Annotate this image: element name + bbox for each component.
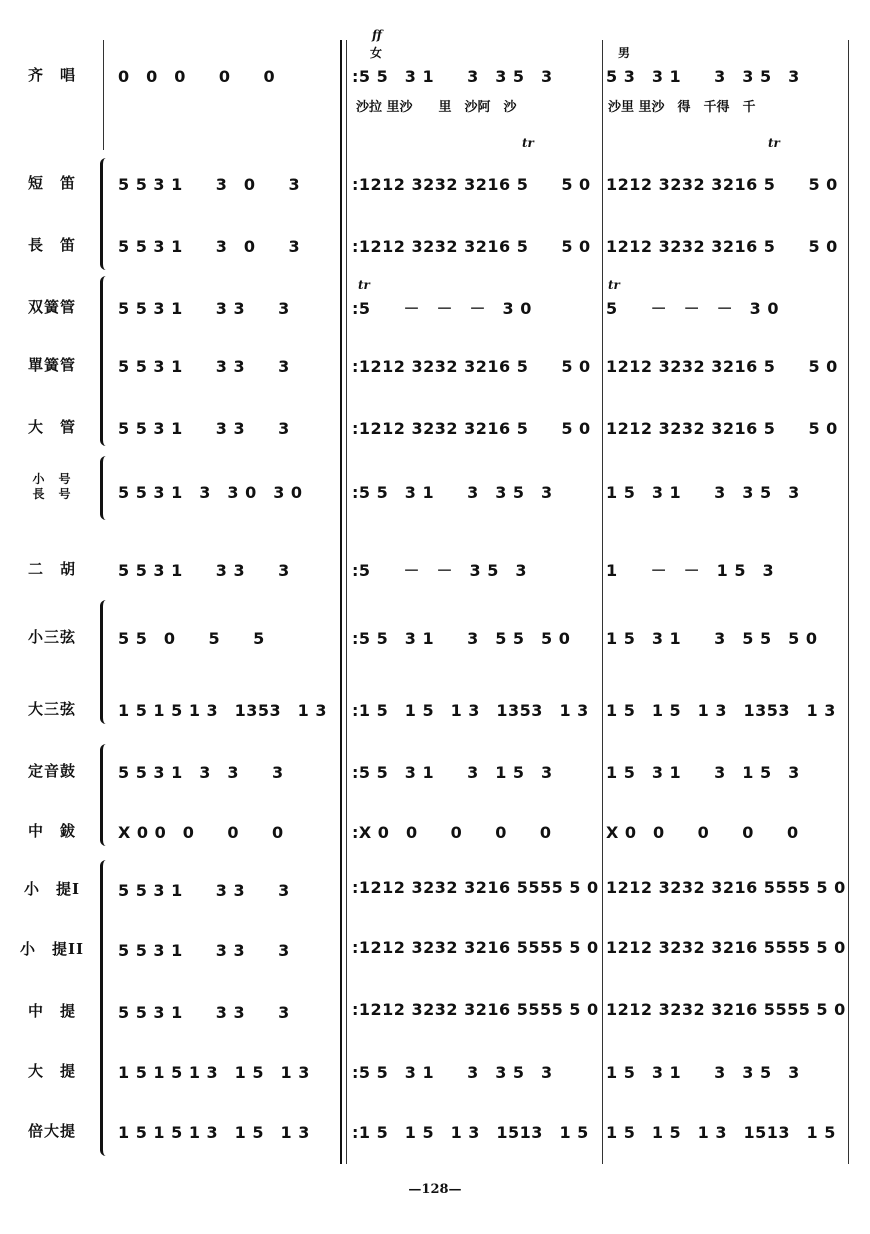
notation-cell: 1 5 3 1 3 1 5 3 (606, 763, 800, 782)
system-line-chorus (103, 40, 104, 150)
dynamic-ff: ff (372, 28, 382, 42)
lyrics-part1: 沙拉 里沙 里 沙阿 沙 (356, 100, 517, 115)
brace-strings (100, 860, 111, 1156)
notation-cell: 1212 3232 3216 5 5 0 (606, 175, 838, 194)
notation-cell: 1 5 3 1 3 5 5 5 0 (606, 629, 818, 648)
notation-cell: 5 5 3 1 3 0 3 (118, 237, 301, 256)
notation-cell: 1212 3232 3216 5555 5 0 (606, 1000, 846, 1019)
label-chorus: 齐 唱 (27, 66, 76, 84)
notation-cell: 5 5 3 1 3 3 3 (118, 941, 290, 960)
brace-brass (100, 456, 111, 520)
notation-cell: :1212 3232 3216 5555 5 0 (352, 938, 599, 957)
notation-cell: :5 － － － 3 0 (352, 299, 532, 318)
barline-repeat-thin (346, 40, 347, 1164)
notation-cell: 5 5 3 1 3 3 3 (118, 419, 290, 438)
lyrics-part2: 沙里 里沙 得 千得 千 (608, 100, 756, 115)
notation-cell: 5 5 3 1 3 0 3 (118, 175, 301, 194)
notation-cell: 1 5 1 5 1 3 1513 1 5 (606, 1123, 836, 1142)
page-number: —128— (408, 1182, 462, 1197)
barline-middle (602, 40, 603, 1164)
notation-cell: :5 5 3 1 3 5 5 5 0 (352, 629, 571, 648)
notation-cell: 5 5 3 1 3 3 0 3 0 (118, 483, 303, 502)
notation-cell: 1 － － 1 5 3 (606, 561, 775, 580)
trill-mark-4: tr (608, 278, 620, 292)
notation-cell: :1 5 1 5 1 3 1513 1 5 (352, 1123, 589, 1142)
trill-mark-2: tr (768, 136, 780, 150)
label-clarinet: 單簧管 (27, 356, 76, 374)
notation-cell: 5 3 3 1 3 3 5 3 (606, 67, 800, 86)
notation-cell: 1 5 3 1 3 3 5 3 (606, 1063, 800, 1082)
female-voice-mark: 女 (370, 46, 383, 60)
barline-end (848, 40, 849, 1164)
label-cello: 大 提 (27, 1062, 76, 1080)
notation-cell: :5 5 3 1 3 1 5 3 (352, 763, 553, 782)
notation-cell: 5 5 0 5 5 (118, 629, 265, 648)
notation-cell: :1212 3232 3216 5555 5 0 (352, 878, 599, 897)
notation-cell: 1 5 1 5 1 3 1353 1 3 (606, 701, 836, 720)
trill-mark-3: tr (358, 278, 370, 292)
trill-mark-1: tr (522, 136, 534, 150)
label-cymbal: 中 鈸 (27, 822, 76, 840)
notation-cell: 1 5 3 1 3 3 5 3 (606, 483, 800, 502)
male-voice-mark: 男 (618, 46, 631, 60)
label-timpani: 定音鼓 (27, 762, 76, 780)
label-double-bass: 倍大提 (27, 1122, 76, 1140)
brace-percussion (100, 744, 111, 846)
brace-plucked (100, 600, 111, 724)
label-large-sanxian: 大三弦 (27, 700, 76, 718)
notation-cell: 1212 3232 3216 5 5 0 (606, 237, 838, 256)
label-violin-1: 小 提I (23, 880, 81, 898)
notation-cell: X 0 0 0 0 0 (606, 823, 799, 842)
notation-cell: 1 5 1 5 1 3 1 5 1 3 (118, 1123, 310, 1142)
notation-cell: 1 5 1 5 1 3 1 5 1 3 (118, 1063, 310, 1082)
notation-cell: 5 － － － 3 0 (606, 299, 779, 318)
notation-cell: 1212 3232 3216 5 5 0 (606, 419, 838, 438)
label-piccolo: 短 笛 (27, 174, 76, 192)
label-viola: 中 提 (27, 1002, 76, 1020)
notation-cell: 1212 3232 3216 5555 5 0 (606, 878, 846, 897)
label-small-sanxian: 小三弦 (27, 628, 76, 646)
label-flute: 長 笛 (27, 236, 76, 254)
notation-cell: :1212 3232 3216 5555 5 0 (352, 1000, 599, 1019)
notation-cell: 1212 3232 3216 5555 5 0 (606, 938, 846, 957)
label-trumpet-trombone: 小 号 長 号 (32, 472, 72, 501)
notation-cell: 5 5 3 1 3 3 3 (118, 299, 290, 318)
notation-cell: :5 5 3 1 3 3 5 3 (352, 1063, 553, 1082)
notation-cell: :5 5 3 1 3 3 5 3 (352, 483, 553, 502)
notation-cell: 0 0 0 0 0 (118, 67, 276, 86)
label-erhu: 二 胡 (27, 560, 76, 578)
label-oboe: 双簧管 (27, 298, 76, 316)
barline-repeat-thick (340, 40, 342, 1164)
notation-cell: 5 5 3 1 3 3 3 (118, 357, 290, 376)
label-bassoon: 大 管 (27, 418, 76, 436)
notation-cell: :1212 3232 3216 5 5 0 (352, 175, 591, 194)
notation-cell: :1 5 1 5 1 3 1353 1 3 (352, 701, 589, 720)
notation-cell: 5 5 3 1 3 3 3 (118, 881, 290, 900)
notation-cell: 5 5 3 1 3 3 3 (118, 1003, 290, 1022)
notation-cell: :X 0 0 0 0 0 (352, 823, 552, 842)
notation-cell: 5 5 3 1 3 3 3 (118, 561, 290, 580)
notation-cell: :5 － － 3 5 3 (352, 561, 528, 580)
notation-cell: :1212 3232 3216 5 5 0 (352, 237, 591, 256)
label-violin-2: 小 提II (19, 940, 85, 958)
notation-cell: :1212 3232 3216 5 5 0 (352, 419, 591, 438)
notation-cell: X 0 0 0 0 0 (118, 823, 284, 842)
notation-cell: 5 5 3 1 3 3 3 (118, 763, 284, 782)
brace-flutes (100, 158, 111, 270)
notation-cell: :1212 3232 3216 5 5 0 (352, 357, 591, 376)
notation-cell: :5 5 3 1 3 3 5 3 (352, 67, 553, 86)
notation-cell: 1212 3232 3216 5 5 0 (606, 357, 838, 376)
brace-reeds (100, 276, 111, 446)
notation-cell: 1 5 1 5 1 3 1353 1 3 (118, 701, 328, 720)
